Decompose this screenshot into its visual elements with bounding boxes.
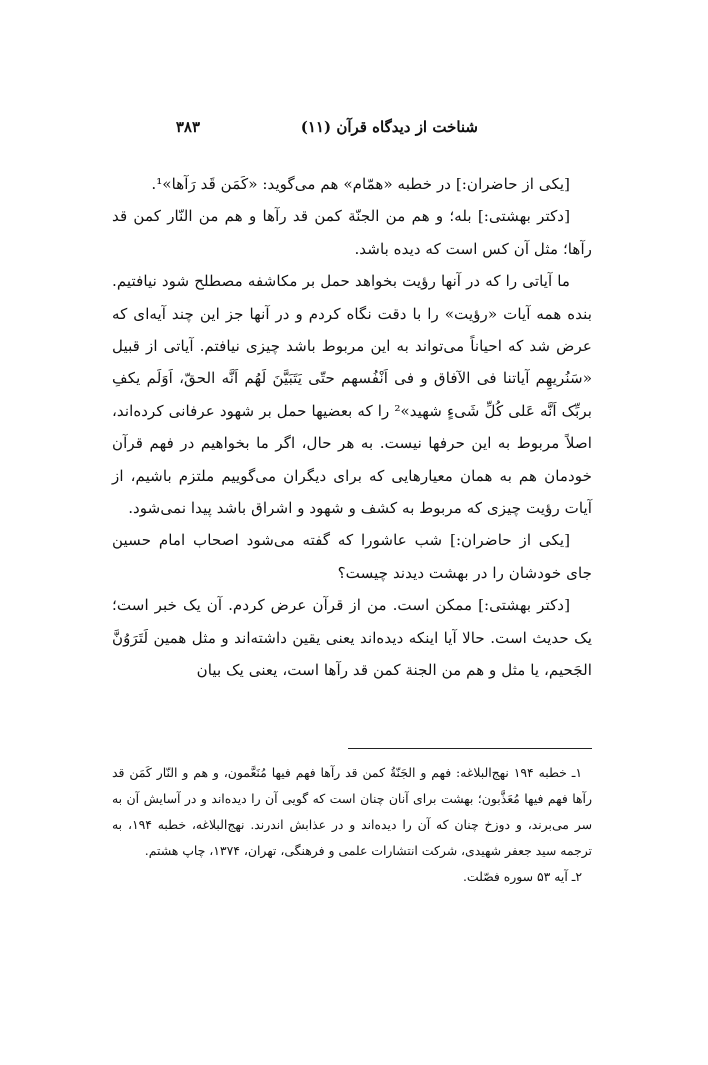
paragraph: [دکتر بهشتی:] ممکن است. من از قرآن عرض کردم. آن یک خبر است؛ یک حدیث است. حالا آیا اینکه دیده‌اند یعنی یقین داشته‌اند و مثل همین لَتَرَوُنَّ الجَحیم، یا مثل و هم من الجنة کمن قد رآها است، یعنی یک بیان [112, 596, 592, 680]
footnote-divider [348, 748, 592, 749]
running-title: شناخت از دیدگاه قرآن (۱۱) [300, 118, 478, 136]
paragraph: [یکی از حاضران:] در خطبه «همّام» هم می‌گوید: «کَمَن قَد رَآها»¹. [151, 175, 570, 193]
footnotes [112, 760, 592, 890]
paragraph: [دکتر بهشتی:] بله؛ و هم من الجنّة کمن قد رآها و هم من النّار کمن قد رآها؛ مثل آن کس است که دیده باشد. [112, 207, 592, 258]
page-number: ۳۸۳ [175, 118, 200, 136]
footnote: ۲ـ آیه ۵۳ سوره فصّلت. [462, 869, 582, 884]
paragraph: ما آیاتی را که در آنها رؤیت بخواهد حمل بر مکاشفه مصطلح شود نیافتیم. بنده همه آیات «رؤیت» را با دقت نگاه کردم و در آنها جز این چند آیه‌ای که عرض شد که احیاناً می‌تواند به این مربوط باشد چیزی نیافتم. آیاتی از قبیل «سَنُریهِم آیاتنا فی الآفاق و فی اَنْفُسهم حتّی یَتَبَیَّنَ لَهُم اَنَّه الحقّ، اَوَلَم یکفِ بربِّک اَنَّه عَلی کُلِّ شَیءٍ شهید»² را که بعضیها حمل بر شهود عرفانی کرده‌اند، اصلاً مربوط به این حرفها نیست. به هر حال، اگر ما بخواهیم در فهم قرآن خودمان هم به همان معیارهایی که برای دیگران می‌گوییم ملتزم باشیم، از آیات رؤیت چیزی که مربوط به کشف و شهود و اشراق باشد پیدا نمی‌شود. [112, 272, 593, 518]
footnote: ۱ـ خطبه ۱۹۴ نهج‌البلاغه: فهم و الجَنّةُ کمن قد رآها فهم فیها مُنَعَّمون، و هم و النّار کَمَن قد رآها فهم فیها مُعَذَّبون؛ بهشت برای آنان چنان است که گویی آن را دیده‌اند و در آسایش آن به سر می‌برند، و دوزخ چنان که آن را دیده‌اند و در عذابش اندرند. نهج‌البلاغه، خطبه ۱۹۴، به ترجمه سید جعفر شهیدی، شرکت انتشارات علمی و فرهنگی، تهران، ۱۳۷۴، چاپ هشتم. [112, 765, 593, 858]
running-header [118, 118, 592, 142]
paragraph: [یکی از حاضران:] شب عاشورا که گفته می‌شود اصحاب امام حسین جای خودشان را در بهشت دیدند چیست؟ [112, 531, 592, 582]
main-text [112, 168, 592, 687]
